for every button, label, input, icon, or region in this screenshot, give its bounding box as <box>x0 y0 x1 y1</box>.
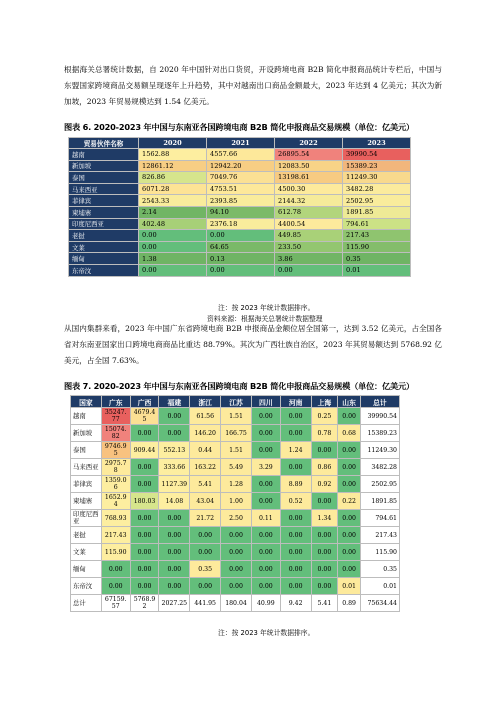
value-cell: 217.43 <box>101 527 130 544</box>
total-value-cell: 180.04 <box>221 595 252 612</box>
table2-header-cell: 河南 <box>280 396 311 408</box>
value-cell: 2.14 <box>139 206 207 218</box>
table2-header-cell: 山东 <box>338 396 361 408</box>
value-cell: 4500.30 <box>275 183 343 195</box>
value-cell: 0.01 <box>343 264 411 276</box>
value-cell: 0.00 <box>101 578 130 595</box>
table1-header-cell: 2020 <box>139 138 207 149</box>
value-cell: 0.00 <box>159 408 190 425</box>
total-value-cell: 441.95 <box>190 595 221 612</box>
table1-note: 注：按 2023 年统计数据排序。 <box>218 304 315 312</box>
value-cell: 0.00 <box>338 510 361 527</box>
table-row <box>69 218 411 230</box>
value-cell: 1.28 <box>221 476 252 493</box>
value-cell: 12083.50 <box>275 160 343 172</box>
value-cell: 0.00 <box>190 578 221 595</box>
value-cell: 402.48 <box>139 218 207 230</box>
value-cell: 0.00 <box>190 527 221 544</box>
value-cell: 0.00 <box>311 527 338 544</box>
country-cell: 柬埔寨 <box>71 493 102 510</box>
table-row <box>69 241 411 253</box>
table-row <box>71 561 400 578</box>
table-province-trade <box>70 395 400 612</box>
value-cell: 0.00 <box>311 493 338 510</box>
value-cell: 1.24 <box>280 442 311 459</box>
value-cell: 11249.30 <box>343 172 411 184</box>
value-cell: 0.11 <box>251 510 280 527</box>
table-row <box>69 183 411 195</box>
value-cell: 2543.33 <box>139 195 207 207</box>
value-cell: 0.00 <box>251 425 280 442</box>
value-cell: 163.22 <box>190 459 221 476</box>
value-cell: 11249.30 <box>360 442 399 459</box>
value-cell: 35247.77 <box>101 408 130 425</box>
value-cell: 1127.39 <box>159 476 190 493</box>
total-value-cell: 0.89 <box>338 595 361 612</box>
value-cell: 0.00 <box>338 459 361 476</box>
value-cell: 909.44 <box>130 442 159 459</box>
value-cell: 449.85 <box>275 230 343 242</box>
value-cell: 1562.88 <box>139 149 207 161</box>
value-cell: 0.35 <box>343 253 411 265</box>
country-cell: 泰国 <box>71 442 102 459</box>
value-cell: 233.50 <box>275 241 343 253</box>
value-cell: 826.86 <box>139 172 207 184</box>
value-cell: 13198.61 <box>275 172 343 184</box>
value-cell: 0.35 <box>360 561 399 578</box>
total-value-cell: 5.41 <box>311 595 338 612</box>
value-cell: 0.00 <box>280 578 311 595</box>
value-cell: 0.00 <box>159 527 190 544</box>
country-cell: 文莱 <box>69 241 139 253</box>
table2-header-cell: 广东 <box>101 396 130 408</box>
value-cell: 0.00 <box>130 510 159 527</box>
table-row <box>71 527 400 544</box>
total-row <box>71 595 400 612</box>
value-cell: 0.00 <box>159 578 190 595</box>
value-cell: 794.61 <box>360 510 399 527</box>
value-cell: 0.00 <box>280 510 311 527</box>
value-cell: 43.04 <box>190 493 221 510</box>
table2-header-cell: 广西 <box>130 396 159 408</box>
table1-source: 资料来源：根据海关总署统计数据整理 <box>207 315 323 323</box>
value-cell: 115.90 <box>343 241 411 253</box>
value-cell: 0.00 <box>207 230 275 242</box>
table1-header-cell: 2023 <box>343 138 411 149</box>
total-value-cell: 67159.57 <box>101 595 130 612</box>
value-cell: 4753.51 <box>207 183 275 195</box>
table-row <box>71 425 400 442</box>
value-cell: 0.00 <box>251 527 280 544</box>
value-cell: 0.00 <box>311 561 338 578</box>
table-row <box>69 253 411 265</box>
table2-header-cell: 江苏 <box>221 396 252 408</box>
value-cell: 5.41 <box>190 476 221 493</box>
value-cell: 0.00 <box>130 544 159 561</box>
value-cell: 1891.85 <box>343 206 411 218</box>
value-cell: 21.72 <box>190 510 221 527</box>
table-row <box>69 230 411 242</box>
country-cell: 缅甸 <box>69 253 139 265</box>
value-cell: 1.51 <box>221 442 252 459</box>
table-row <box>71 476 400 493</box>
value-cell: 0.00 <box>280 408 311 425</box>
value-cell: 2376.18 <box>207 218 275 230</box>
value-cell: 0.00 <box>130 459 159 476</box>
value-cell: 15389.23 <box>343 160 411 172</box>
value-cell: 0.01 <box>338 578 361 595</box>
total-value-cell: 40.99 <box>251 595 280 612</box>
country-cell: 文莱 <box>71 544 102 561</box>
value-cell: 0.00 <box>139 241 207 253</box>
paragraph-province: 从国内集群来看，2023 年中国广东省跨境电商 B2B 申报商品金额位居全国第一，达到 3.52 亿美元，占全国各省对东南亚国家出口跨境电商商品比重达 88.79%。其次为广西壮族自治区，2023 年其贸易额达到 5768.92 亿美元，占全国 7.63%。 <box>64 324 442 365</box>
value-cell: 7049.76 <box>207 172 275 184</box>
value-cell: 0.00 <box>207 264 275 276</box>
value-cell: 94.10 <box>207 206 275 218</box>
value-cell: 1652.94 <box>101 493 130 510</box>
country-cell: 马来西亚 <box>71 459 102 476</box>
value-cell: 794.61 <box>343 218 411 230</box>
table-row <box>71 544 400 561</box>
table-row <box>69 206 411 218</box>
table2-header-cell: 四川 <box>251 396 280 408</box>
value-cell: 0.35 <box>190 561 221 578</box>
value-cell: 612.78 <box>275 206 343 218</box>
value-cell: 0.22 <box>338 493 361 510</box>
value-cell: 0.00 <box>130 476 159 493</box>
value-cell: 6071.28 <box>139 183 207 195</box>
total-value-cell: 75634.44 <box>360 595 399 612</box>
table-row <box>69 195 411 207</box>
value-cell: 0.00 <box>251 493 280 510</box>
value-cell: 1359.06 <box>101 476 130 493</box>
value-cell: 0.00 <box>251 442 280 459</box>
value-cell: 0.00 <box>159 544 190 561</box>
country-cell: 老挝 <box>69 230 139 242</box>
country-cell: 越南 <box>69 149 139 161</box>
value-cell: 0.00 <box>251 408 280 425</box>
table-row <box>69 264 411 276</box>
value-cell: 0.00 <box>139 230 207 242</box>
value-cell: 0.68 <box>338 425 361 442</box>
value-cell: 180.03 <box>130 493 159 510</box>
value-cell: 0.00 <box>221 578 252 595</box>
table2-header-cell: 浙江 <box>190 396 221 408</box>
country-cell: 马来西亚 <box>69 183 139 195</box>
table-row <box>69 160 411 172</box>
value-cell: 0.13 <box>207 253 275 265</box>
value-cell: 0.00 <box>338 561 361 578</box>
value-cell: 0.92 <box>311 476 338 493</box>
country-cell: 东帝汶 <box>71 578 102 595</box>
value-cell: 2502.95 <box>343 195 411 207</box>
value-cell: 0.00 <box>338 476 361 493</box>
value-cell: 0.86 <box>311 459 338 476</box>
value-cell: 39990.54 <box>360 408 399 425</box>
table1-title: 图表 6. 2020-2023 年中国与东南亚各国跨境电商 B2B 简化申报商品交易规模（单位：亿美元） <box>64 122 414 132</box>
value-cell: 115.90 <box>360 544 399 561</box>
value-cell: 26895.54 <box>275 149 343 161</box>
value-cell: 0.00 <box>311 544 338 561</box>
value-cell: 1.38 <box>139 253 207 265</box>
table-row <box>71 578 400 595</box>
value-cell: 3.86 <box>275 253 343 265</box>
value-cell: 61.56 <box>190 408 221 425</box>
value-cell: 1891.85 <box>360 493 399 510</box>
value-cell: 0.00 <box>251 578 280 595</box>
country-cell: 印度尼西亚 <box>71 510 102 527</box>
value-cell: 0.00 <box>221 544 252 561</box>
table-row <box>71 408 400 425</box>
value-cell: 0.00 <box>280 544 311 561</box>
value-cell: 0.00 <box>338 442 361 459</box>
value-cell: 0.00 <box>190 544 221 561</box>
country-cell: 印度尼西亚 <box>69 218 139 230</box>
value-cell: 12942.20 <box>207 160 275 172</box>
value-cell: 0.00 <box>280 561 311 578</box>
value-cell: 166.75 <box>221 425 252 442</box>
value-cell: 39990.54 <box>343 149 411 161</box>
total-value-cell: 9.42 <box>280 595 311 612</box>
value-cell: 146.20 <box>190 425 221 442</box>
country-cell: 缅甸 <box>71 561 102 578</box>
table-row <box>71 510 400 527</box>
table-row <box>71 459 400 476</box>
total-value-cell: 5768.92 <box>130 595 159 612</box>
value-cell: 9746.95 <box>101 442 130 459</box>
value-cell: 0.00 <box>311 578 338 595</box>
table-row <box>69 172 411 184</box>
value-cell: 0.00 <box>159 561 190 578</box>
value-cell: 1.51 <box>221 408 252 425</box>
country-cell: 泰国 <box>69 172 139 184</box>
table1-header-cell: 贸易伙伴名称 <box>69 138 139 149</box>
value-cell: 0.00 <box>221 527 252 544</box>
table1-header-row <box>69 138 411 149</box>
table2-header-cell: 国家 <box>71 396 102 408</box>
value-cell: 8.89 <box>280 476 311 493</box>
value-cell: 115.90 <box>101 544 130 561</box>
table2-note: 注：按 2023 年统计数据排序。 <box>218 629 315 637</box>
table2-header-cell: 福建 <box>159 396 190 408</box>
total-label-cell: 总计 <box>71 595 102 612</box>
value-cell: 3482.28 <box>343 183 411 195</box>
value-cell: 217.43 <box>343 230 411 242</box>
country-cell: 新加坡 <box>71 425 102 442</box>
value-cell: 1.00 <box>221 493 252 510</box>
table-row <box>69 149 411 161</box>
value-cell: 3482.28 <box>360 459 399 476</box>
value-cell: 0.00 <box>338 408 361 425</box>
country-cell: 越南 <box>71 408 102 425</box>
value-cell: 0.01 <box>360 578 399 595</box>
value-cell: 2.50 <box>221 510 252 527</box>
value-cell: 64.65 <box>207 241 275 253</box>
value-cell: 0.00 <box>251 544 280 561</box>
value-cell: 0.00 <box>251 561 280 578</box>
country-cell: 菲律宾 <box>71 476 102 493</box>
table-yearly-trade <box>68 137 411 277</box>
value-cell: 0.78 <box>311 425 338 442</box>
value-cell: 1.34 <box>311 510 338 527</box>
table2-header-row <box>71 396 400 408</box>
country-cell: 菲律宾 <box>69 195 139 207</box>
country-cell: 东帝汶 <box>69 264 139 276</box>
value-cell: 552.13 <box>159 442 190 459</box>
table2-header-cell: 上海 <box>311 396 338 408</box>
value-cell: 3.29 <box>251 459 280 476</box>
value-cell: 0.00 <box>130 561 159 578</box>
value-cell: 0.44 <box>190 442 221 459</box>
value-cell: 4557.66 <box>207 149 275 161</box>
value-cell: 0.00 <box>130 425 159 442</box>
value-cell: 4679.45 <box>130 408 159 425</box>
value-cell: 12861.12 <box>139 160 207 172</box>
value-cell: 0.00 <box>130 527 159 544</box>
country-cell: 新加坡 <box>69 160 139 172</box>
value-cell: 2975.78 <box>101 459 130 476</box>
value-cell: 0.00 <box>130 578 159 595</box>
value-cell: 2393.85 <box>207 195 275 207</box>
table-row <box>71 442 400 459</box>
value-cell: 0.00 <box>251 476 280 493</box>
value-cell: 0.00 <box>159 510 190 527</box>
value-cell: 0.00 <box>338 527 361 544</box>
value-cell: 0.00 <box>280 527 311 544</box>
value-cell: 0.00 <box>221 561 252 578</box>
table2-title: 图表 7. 2020-2023 年中国与东南亚各国跨境电商 B2B 简化申报商品交易规模（单位：亿美元） <box>64 381 414 391</box>
value-cell: 0.52 <box>280 493 311 510</box>
value-cell: 2144.32 <box>275 195 343 207</box>
value-cell: 0.00 <box>139 264 207 276</box>
value-cell: 15389.23 <box>360 425 399 442</box>
country-cell: 老挝 <box>71 527 102 544</box>
value-cell: 0.00 <box>311 442 338 459</box>
value-cell: 333.66 <box>159 459 190 476</box>
table1-header-cell: 2022 <box>275 138 343 149</box>
total-value-cell: 2027.25 <box>159 595 190 612</box>
table1-header-cell: 2021 <box>207 138 275 149</box>
paragraph-intro: 根据海关总署统计数据，自 2020 年中国针对出口货贸，开设跨境电商 B2B 简化申报商品统计专栏后，中国与东盟国家跨境商品交易额呈现逐年上升趋势，其中对越南出口商品金额最大，2023 年达到 4 亿美元；其次为新加坡，2023 年贸易规模达到 1.54 亿美元。 <box>64 65 442 106</box>
value-cell: 0.00 <box>275 264 343 276</box>
value-cell: 0.00 <box>101 561 130 578</box>
value-cell: 5.49 <box>221 459 252 476</box>
table-row <box>71 493 400 510</box>
table2-header-cell: 总计 <box>360 396 399 408</box>
value-cell: 0.25 <box>311 408 338 425</box>
value-cell: 768.93 <box>101 510 130 527</box>
value-cell: 0.00 <box>280 459 311 476</box>
country-cell: 柬埔寨 <box>69 206 139 218</box>
value-cell: 4400.54 <box>275 218 343 230</box>
value-cell: 217.43 <box>360 527 399 544</box>
value-cell: 0.00 <box>338 544 361 561</box>
value-cell: 14.08 <box>159 493 190 510</box>
value-cell: 0.00 <box>159 425 190 442</box>
value-cell: 15074.82 <box>101 425 130 442</box>
value-cell: 2502.95 <box>360 476 399 493</box>
value-cell: 0.00 <box>280 425 311 442</box>
